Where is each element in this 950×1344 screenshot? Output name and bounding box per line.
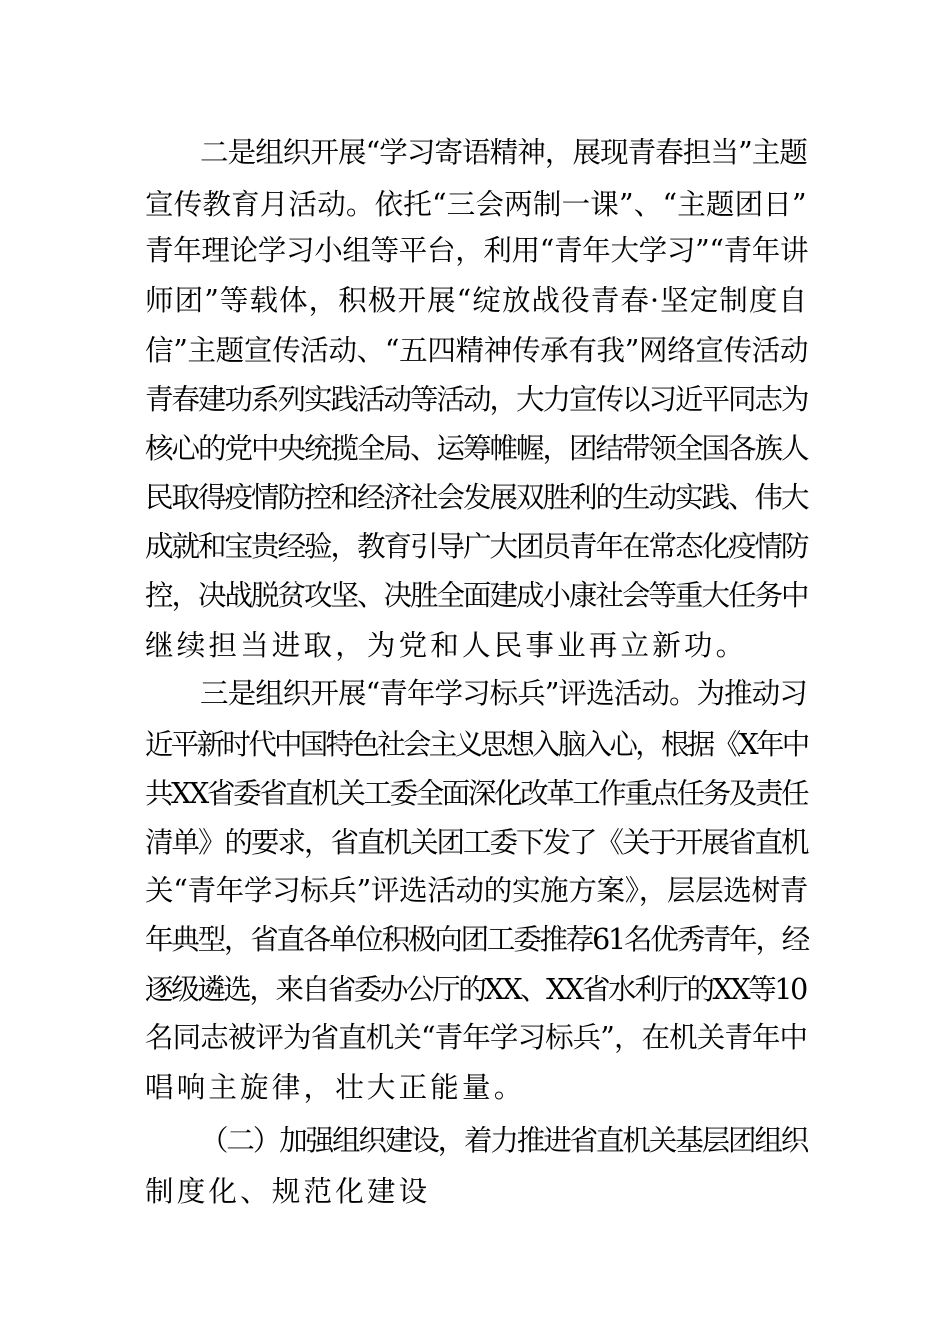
paragraph-2-line-4: 师团”等载体，积极开展“绽放战役青春·坚定制度自 (145, 284, 809, 317)
paragraph-2-line-7: 核心的党中央统揽全局、运筹帷幄，团结带领全国各族人 (145, 432, 808, 465)
paragraph-2-line-11: 继续担当进取，为党和人民事业再立新功。 (145, 629, 748, 662)
paragraph-2-line-5: 信”主题宣传活动、“五四精神传承有我”网络宣传活动 (145, 334, 809, 367)
paragraph-3-line-3: 共XX省委省直机关工委全面深化改革工作重点任务及责任 (145, 777, 808, 810)
paragraph-3-line-1: 三是组织开展“青年学习标兵”评选活动。为推动习 (200, 677, 807, 710)
paragraph-2-line-9: 成就和宝贵经验，教育引导广大团员青年在常态化疫情防 (145, 530, 808, 563)
paragraph-3-line-2: 近平新时代中国特色社会主义思想入脑入心，根据《X年中 (145, 728, 808, 761)
paragraph-2-line-6: 青春建功系列实践活动等活动，大力宣传以习近平同志为 (145, 383, 808, 416)
paragraph-2-line-3: 青年理论学习小组等平台，利用“青年大学习”“青年讲 (145, 234, 809, 267)
paragraph-3-line-9: 唱响主旋律，壮大正能量。 (145, 1071, 526, 1104)
paragraph-3-line-8: 名同志被评为省直机关“青年学习标兵”，在机关青年中 (145, 1021, 808, 1054)
section-heading-line-2: 制度化、规范化建设 (145, 1175, 431, 1208)
paragraph-3-line-7: 逐级遴选，来自省委办公厅的XX、XX省水利厅的XX等10 (145, 973, 806, 1006)
paragraph-3-line-4: 清单》的要求，省直机关团工委下发了《关于开展省直机 (145, 826, 808, 859)
paragraph-2-line-8: 民取得疫情防控和经济社会发展双胜利的生动实践、伟大 (145, 481, 808, 514)
paragraph-2-line-2: 宣传教育月活动。依托“三会两制一课”、“主题团日” (145, 188, 807, 221)
paragraph-3-line-5: 关“青年学习标兵”评选活动的实施方案》，层层选树青 (145, 874, 808, 907)
paragraph-2-line-10: 控，决战脱贫攻坚、决胜全面建成小康社会等重大任务中 (145, 579, 808, 612)
paragraph-3-line-6: 年典型，省直各单位积极向团工委推荐61名优秀青年，经 (145, 923, 809, 956)
paragraph-2-line-1: 二是组织开展“学习寄语精神，展现青春担当”主题 (200, 136, 807, 169)
section-heading-line-1: （二）加强组织建设，着力推进省直机关基层团组织 (200, 1124, 808, 1157)
